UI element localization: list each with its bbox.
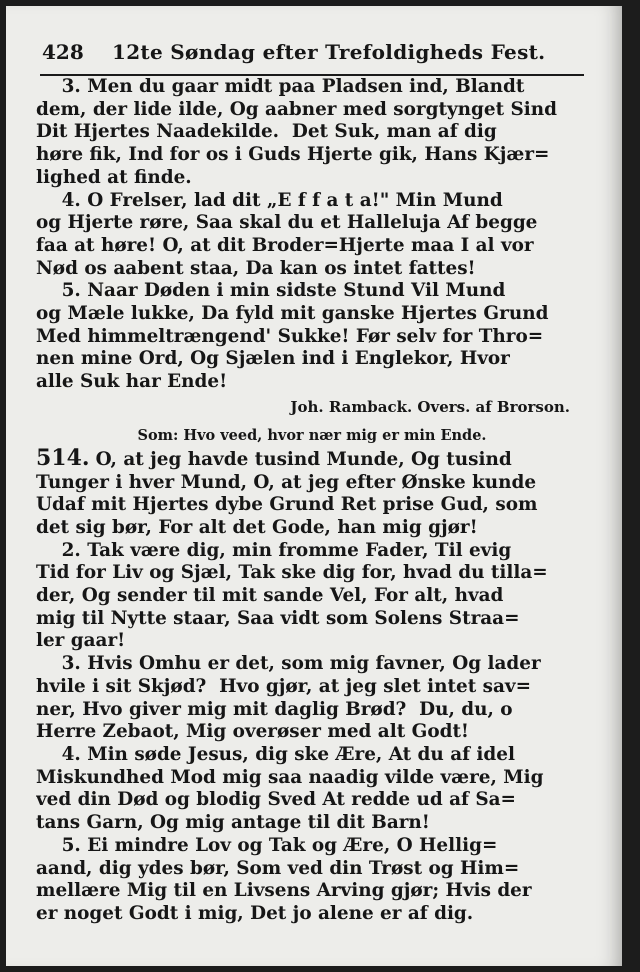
text-line: 3. Men du gaar midt paa Pladsen ind, Blandt (36, 76, 525, 97)
text-line: nen mine Ord, Og Sjælen ind i Englekor, Hvor (36, 348, 510, 370)
text-line: 3. Hvis Omhu er det, som mig favner, Og lader (36, 653, 541, 675)
page-header (42, 40, 582, 64)
text-line: der, Og sender til mit sande Vel, For alt, hvad (36, 585, 504, 607)
text-line: Dit Hjertes Naadekilde. Det Suk, man af dig (36, 121, 497, 143)
text-line: alle Suk har Ende! (36, 371, 228, 393)
text-line: er noget Godt i mig, Det jo alene er af dig. (36, 902, 474, 924)
text-line: Med himmeltrængend' Sukke! Før selv for Thro= (36, 325, 544, 347)
text-line: mig til Nytte staar, Saa vidt som Solens Straa= (36, 607, 520, 629)
text-line: Tunger i hver Mund, O, at jeg efter Ønske kunde (36, 471, 537, 493)
text-line: 4. O Frelser, lad dit „E f f a t a!" Min Mund (36, 189, 503, 211)
text-line: mellære Mig til en Livsens Arving gjør; Hvis der (36, 880, 532, 902)
text-line: Tid for Liv og Sjæl, Tak ske dig for, hvad du tilla= (36, 562, 548, 584)
text-line: 4. Min søde Jesus, dig ske Ære, At du af idel (36, 743, 515, 765)
text-line: 5. Ei mindre Lov og Tak og Ære, O Hellig= (36, 834, 498, 856)
text-line: faa at høre! O, at dit Broder=Hjerte maa I al vor (36, 234, 534, 256)
melody-note: Som: Hvo veed, hvor nær mig er min Ende. (137, 426, 487, 444)
hymn-514-stanzas (36, 472, 588, 926)
running-title: 12te Søndag efter Trefoldigheds Fest. (112, 40, 546, 64)
hymn-first-line (36, 447, 588, 472)
text-line: ved din Død og blodig Sved At redde ud af Sa= (36, 789, 516, 811)
book-page (6, 6, 622, 966)
text-line: det sig bør, For alt det Gode, han mig gjør! (36, 516, 478, 538)
text-line: 5. Naar Døden i min sidste Stund Vil Mund (36, 280, 506, 302)
text-line: tans Garn, Og mig antage til dit Barn! (36, 812, 430, 834)
text-line: og Mæle lukke, Da fyld mit ganske Hjertes Grund (36, 303, 549, 325)
text-line: ner, Hvo giver mig mit daglig Brød? Du, du, o (36, 698, 513, 720)
text-line: ler gaar! (36, 630, 126, 652)
text-line: Nød os aabent staa, Da kan os intet fattes! (36, 257, 476, 279)
text-line: og Hjerte røre, Saa skal du et Halleluja Af begge (36, 212, 538, 234)
previous-hymn-stanzas (36, 76, 588, 394)
text-line: dem, der lide ilde, Og aabner med sorgtynget Sind (36, 98, 557, 120)
hymn-number: 514. (36, 446, 90, 471)
text-line: Udaf mit Hjertes dybe Grund Ret prise Gud, som (36, 494, 538, 516)
text-line: 2. Tak være dig, min fromme Fader, Til evig (36, 539, 512, 561)
page-number: 428 (42, 40, 84, 64)
page-body (36, 76, 588, 926)
text-line: Miskundhed Mod mig saa naadig vilde være, Mig (36, 766, 544, 788)
hymn-first-line-text: O, at jeg havde tusind Munde, Og tusind (95, 448, 512, 470)
text-line: hvile i sit Skjød? Hvo gjør, at jeg slet intet sav= (36, 675, 531, 697)
text-line: aand, dig ydes bør, Som ved din Trøst og Him= (36, 857, 520, 879)
text-line: høre fik, Ind for os i Guds Hjerte gik, Hans Kjær= (36, 144, 550, 166)
hymn-attribution: Joh. Ramback. Overs. af Brorson. (290, 397, 570, 416)
text-line: Herre Zebaot, Mig overøser med alt Godt! (36, 721, 470, 743)
text-line: lighed at finde. (36, 166, 192, 188)
